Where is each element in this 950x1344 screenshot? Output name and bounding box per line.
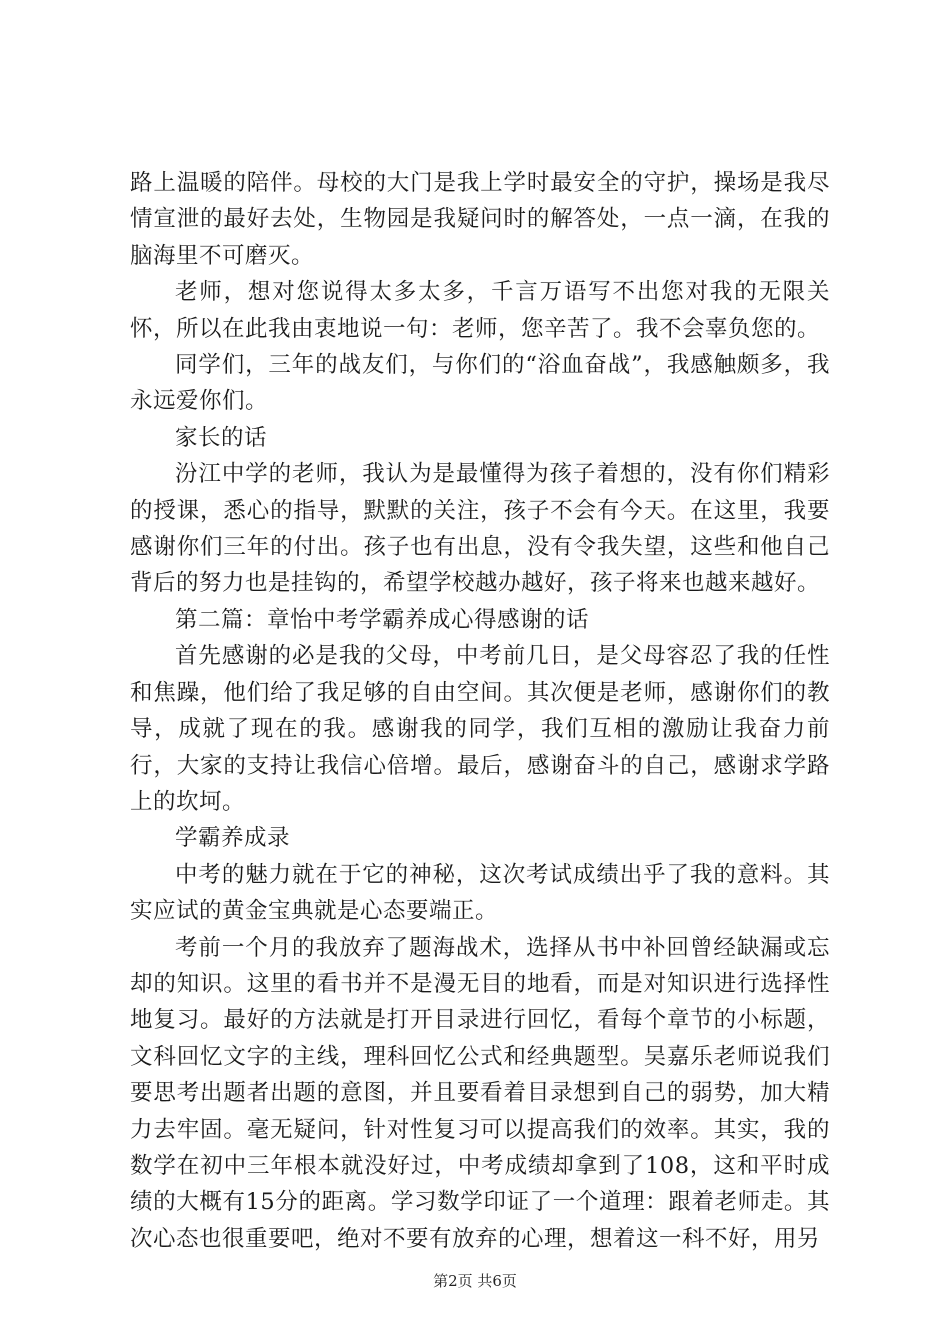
document-body xyxy=(130,165,830,1257)
paragraph: 首先感谢的必是我的父母，中考前几日，是父母容忍了我的任性和焦躁，他们给了我足够的自由空间。其次便是老师，感谢你们的教导，成就了现在的我。感谢我的同学，我们互相的激励让我奋力前行，大家的支持让我信心倍增。最后，感谢奋斗的自己，感谢求学路上的坎坷。 xyxy=(130,643,830,815)
paragraph: 考前一个月的我放弃了题海战术，选择从书中补回曾经缺漏或忘却的知识。这里的看书并不是漫无目的地看，而是对知识进行选择性地复习。最好的方法就是打开目录进行回忆，看每个章节的小标题，文科回忆文字的主线，理科回忆公式和经典题型。吴嘉乐老师说我们要思考出题者出题的意图，并且要看着目录想到自己的弱势，加大精力去牢固。毫无疑问，针对性复习可以提高我们的效率。其实，我的数学在初中三年根本就没好过，中考成绩却拿到了108，这和平时成绩的大概有15分的距离。学习数学印证了一个道理：跟着老师走。其次心态也很重要吧，绝对不要有放弃的心理，想着这一科不好，用另 xyxy=(130,934,830,1252)
section-heading: 第二篇：章怡中考学霸养成心得感谢的话 xyxy=(175,606,590,633)
section-heading: 家长的话 xyxy=(175,424,268,451)
paragraph: 同学们，三年的战友们，与你们的“浴血奋战”，我感触颇多，我永远爱你们。 xyxy=(130,352,830,415)
paragraph: 老师，想对您说得太多太多，千言万语写不出您对我的无限关怀，所以在此我由衷地说一句：老师，您辛苦了。我不会辜负您的。 xyxy=(130,279,830,342)
page-number-footer: 第2页 共6页 xyxy=(433,1272,517,1290)
paragraph: 路上温暖的陪伴。母校的大门是我上学时最安全的守护，操场是我尽情宣泄的最好去处，生物园是我疑问时的解答处，一点一滴，在我的脑海里不可磨灭。 xyxy=(130,170,830,269)
paragraph: 中考的魅力就在于它的神秘，这次考试成绩出乎了我的意料。其实应试的黄金宝典就是心态要端正。 xyxy=(130,861,830,925)
section-heading: 学霸养成录 xyxy=(175,825,291,852)
paragraph: 汾江中学的老师，我认为是最懂得为孩子着想的，没有你们精彩的授课，悉心的指导，默默的关注，孩子不会有今天。在这里，我要感谢你们三年的付出。孩子也有出息，没有令我失望，这些和他自己背后的努力也是挂钩的，希望学校越办越好，孩子将来也越来越好。 xyxy=(130,461,830,597)
